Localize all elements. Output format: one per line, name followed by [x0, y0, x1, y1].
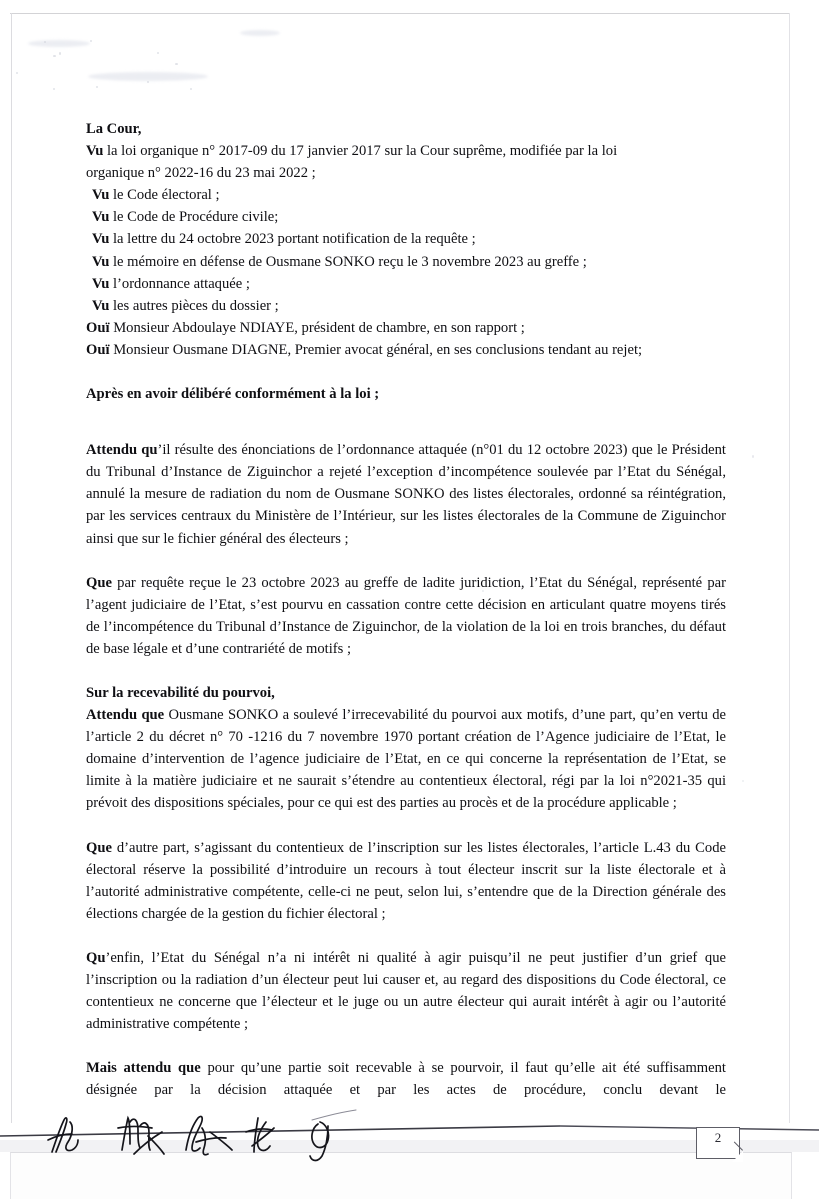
document-body — [86, 118, 726, 1101]
vu-loi-organique-line-1: Vu la loi organique n° 2017-09 du 17 janvier 2017 sur la Cour suprême, modifiée par la loi — [86, 143, 618, 160]
vu-label: Vu — [92, 297, 110, 314]
vu-label: Vu — [92, 187, 110, 204]
paragraph-que-autre-part — [86, 837, 726, 925]
paragraph-text: par requête reçue le 23 octobre 2023 au greffe de ladite juridiction, l’Etat du Sénégal, représenté par l’agent judiciaire de l’Etat, s’est pourvu en cassation contre cette décision en articulant quatre moyens tirés de l’incompétence du Tribunal d’Instance de Ziguinchor, de la violation de la loi en trois branches, du défaut de base légale et d’une contrariété de motifs ; — [86, 574, 726, 657]
oui-item-text: Monsieur Ousmane DIAGNE, Premier avocat général, en ses conclusions tendant au rejet; — [113, 341, 643, 358]
paragraph-lead: Attendu qu — [86, 442, 158, 459]
page-edge-right — [789, 13, 790, 1123]
vu-label: Vu — [92, 275, 110, 292]
paragraph-lead: Que — [86, 574, 112, 591]
paragraph-text: pour qu’une partie soit recevable à se pourvoir, il faut qu’elle ait été suffisamment désignée par la décision attaquée et par les actes de procédure, conclu devant le — [86, 1060, 726, 1099]
oui-label: Ouï — [86, 319, 110, 336]
vu-item-text: le Code électoral ; — [112, 187, 220, 204]
paragraph-quenfin — [86, 947, 726, 1035]
oui-item-text: Monsieur Abdoulaye NDIAYE, président de chambre, en son rapport ; — [113, 319, 525, 336]
paragraph-attendu-ordonnance — [86, 439, 726, 549]
vu-item-text: le Code de Procédure civile; — [112, 209, 279, 226]
page-number-value: 2 — [714, 1130, 722, 1145]
page-edge-left — [11, 13, 12, 1123]
oui-item-rapporteur — [86, 317, 726, 339]
vu-item-text: la lettre du 24 octobre 2023 portant notification de la requête ; — [112, 231, 476, 248]
paragraph-lead: Attendu que — [86, 707, 165, 724]
vu-item-memoire-defense — [86, 251, 726, 273]
vu-item-code-electoral — [86, 184, 726, 206]
heading-apres-deliberation: Après en avoir délibéré conformément à la loi ; — [86, 386, 380, 403]
vu-label: Vu — [92, 231, 110, 248]
paragraph-lead: Qu — [86, 949, 106, 966]
vu-items-list — [86, 184, 726, 361]
paragraph-text: ’enfin, l’Etat du Sénégal n’a ni intérêt ni qualité à agir puisqu’il ne peut justifier d’un grief que l’inscription ou la radiation d’un électeur peut lui causer et, au regard des dispositions du Code électoral, ce contentieux ne concerne que l’électeur et le juge ou un autre électeur qui aurait intérêt à agir ou l’autorité administrative compétente ; — [86, 949, 726, 1033]
page-fold-corner-icon — [732, 1151, 743, 1162]
vu-label: Vu — [92, 253, 110, 270]
paragraph-lead: Que — [86, 839, 112, 856]
vu-loi-organique-line-2: organique n° 2022-16 du 23 mai 2022 ; — [86, 165, 316, 182]
vu-item-code-procedure-civile — [86, 206, 726, 228]
paragraph-lead: Mais attendu que — [86, 1060, 201, 1077]
vu-item-text: les autres pièces du dossier ; — [112, 297, 279, 314]
vu-item-ordonnance-attaquee — [86, 273, 726, 295]
oui-item-avocat-general — [86, 339, 726, 361]
heading-la-cour: La Cour, — [86, 121, 142, 137]
vu-label: Vu — [86, 143, 104, 160]
paragraph-attendu-que-sonko — [86, 704, 726, 814]
handwritten-signatures — [30, 1106, 370, 1166]
paragraph-text: d’autre part, s’agissant du contentieux de l’inscription sur les listes électorales, l’article L.43 du Code électoral réserve la possibilité d’introduire un recours à tout électeur inscrit sur la liste électorale et à l’autorité administrative compétente, celle-ci ne peut, selon lui, s’entendre que de la Direction générale des élections chargée de la gestion du fichier électoral ; — [86, 839, 726, 922]
page-edge-top — [10, 13, 790, 14]
paragraph-que-requete — [86, 572, 726, 660]
vu-item-text: le mémoire en défense de Ousmane SONKO reçu le 3 novembre 2023 au greffe ; — [112, 253, 587, 270]
vu-item-lettre-notification — [86, 228, 726, 250]
vu-item-text: l’ordonnance attaquée ; — [112, 275, 250, 292]
paragraph-text: Ousmane SONKO a soulevé l’irrecevabilité du pourvoi aux motifs, d’une part, qu’en vertu de l’article 2 du décret n° 70 -1216 du 7 novembre 1970 portant création de l’Agence judiciaire de l’Etat, le domaine d’intervention de l’agence judiciaire de l’Etat, en ce qui concerne la représentation de l’Etat, se limite à la matière judiciaire et ne saurait s’étendre au contentieux électoral, régi par la loi n°2021-35 qui prévoit des dispositions spéciales, pour ce qui est des parties au procès et de la procédure applicable ; — [86, 707, 726, 812]
page-number-badge — [696, 1127, 742, 1161]
vu-loi-organique-block — [86, 140, 726, 184]
vu-label: Vu — [92, 209, 110, 226]
paragraph-text: ’il résulte des énonciations de l’ordonnance attaquée (n°01 du 12 octobre 2023) que le Président du Tribunal d’Instance de Ziguinchor a rejeté l’exception d’incompétence soulevée par l’Etat du Sénégal, annulé la mesure de radiation du nom de Ousmane SONKO des listes électorales, ordonné sa réintégration, par les services centraux du Ministère de l’Intérieur, sur les listes électorales de la Commune de Ziguinchor ainsi que sur le fichier général des électeurs ; — [86, 442, 726, 547]
heading-recevabilite-pourvoi: Sur la recevabilité du pourvoi, — [86, 684, 275, 701]
vu-item-autres-pieces — [86, 295, 726, 317]
oui-label: Ouï — [86, 341, 110, 358]
paragraph-mais-attendu-que — [86, 1057, 726, 1101]
